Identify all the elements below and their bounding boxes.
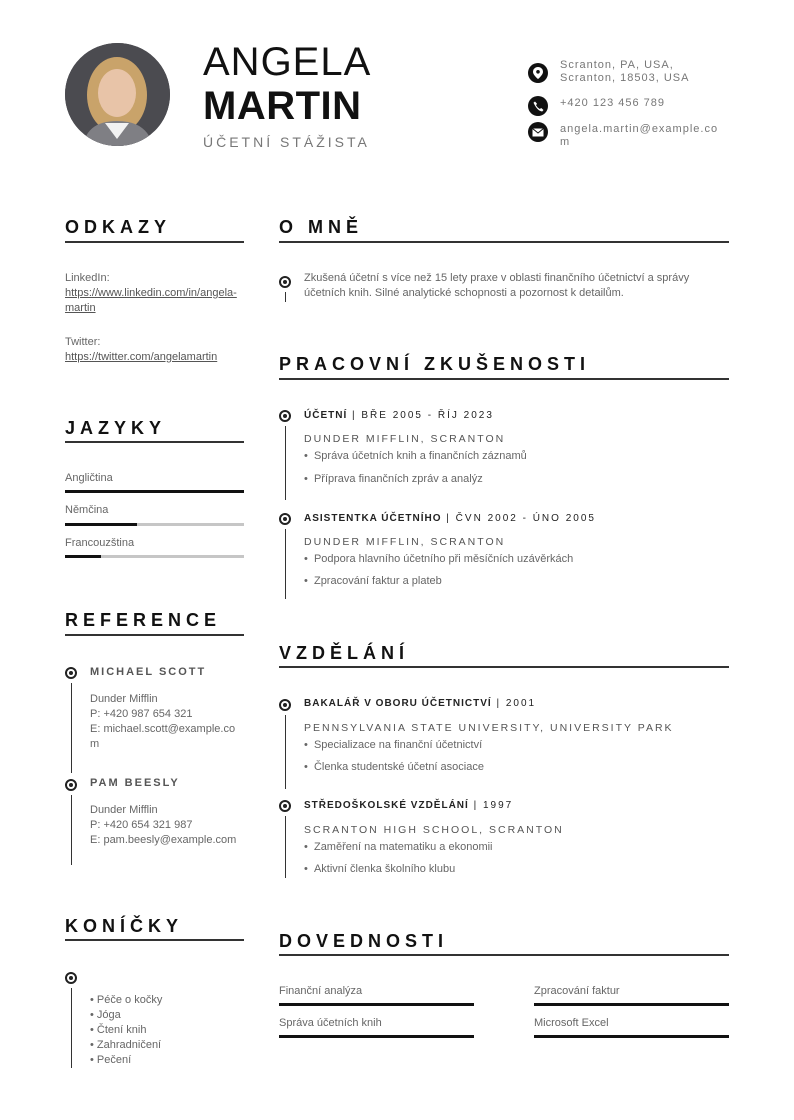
hobbies-rule (65, 939, 244, 941)
email-address: angela.martin@example.com (560, 123, 719, 148)
school-name: PENNSYLVANIA STATE UNIVERSITY, UNIVERSITY PARK (304, 722, 674, 734)
timeline-dot (279, 410, 291, 422)
experience-title: PRACOVNÍ ZKUŠENOSTI (279, 354, 591, 374)
language-name: Francouzština (65, 537, 135, 549)
hobby-item: • Čtení knih (90, 1024, 147, 1036)
reference-details (90, 692, 240, 752)
reference-company: Dunder Mifflin (90, 693, 158, 705)
job-role: ASISTENTKA ÚČETNÍHO (304, 513, 442, 524)
timeline-dot (65, 972, 77, 984)
about-title: O MNĚ (279, 217, 364, 237)
references-title: REFERENCE (65, 610, 222, 630)
envelope-icon (528, 122, 548, 142)
reference-details (90, 803, 240, 848)
education-bullet: • Členka studentské účetní asociace (304, 761, 484, 773)
experience-rule (279, 378, 729, 380)
portrait-photo (65, 43, 170, 146)
reference-company: Dunder Mifflin (90, 804, 158, 816)
job-role: ÚČETNÍ (304, 410, 348, 421)
skill-name: Microsoft Excel (534, 1017, 609, 1029)
bullet-text: Podpora hlavního účetního při měsíčních uzávěrkách (313, 553, 574, 565)
timeline-dot (65, 779, 77, 791)
languages-title: JAZYKY (65, 418, 167, 438)
hobbies-title: KONÍČKY (65, 916, 184, 936)
job-company: DUNDER MIFFLIN, SCRANTON (304, 536, 506, 548)
education-heading (304, 800, 513, 811)
education-year: | 1997 (468, 800, 514, 811)
reference-name: MICHAEL SCOTT (90, 666, 207, 678)
phone-icon (528, 96, 548, 116)
education-bullet: • Aktivní členka školního klubu (304, 863, 456, 875)
twitter-link[interactable]: https://twitter.com/angelamartin (65, 351, 218, 363)
timeline-line (285, 426, 286, 500)
skill-level-bar (279, 1035, 474, 1038)
job-bullet: • Příprava finančních zpráv a analýz (304, 473, 483, 485)
reference-phone: P: +420 654 321 987 (90, 819, 193, 831)
last-name: MARTIN (203, 84, 362, 128)
bullet-text: Správa účetních knih a finančních záznamů (313, 450, 527, 462)
about-rule (279, 241, 729, 243)
job-dates: | BŘE 2005 - ŘÍJ 2023 (347, 410, 494, 421)
job-bullet: • Podpora hlavního účetního při měsíčních uzávěrkách (304, 553, 574, 565)
job-heading (304, 513, 596, 524)
language-name: Němčina (65, 504, 109, 516)
skill-name: Zpracování faktur (534, 985, 620, 997)
bullet-text: Specializace na finanční účetnictví (313, 739, 483, 751)
education-bullet: • Specializace na finanční účetnictví (304, 739, 483, 751)
timeline-dot (279, 513, 291, 525)
links-rule (65, 241, 244, 243)
education-heading (304, 698, 536, 709)
timeline-dot (279, 800, 291, 812)
school-name: SCRANTON HIGH SCHOOL, SCRANTON (304, 824, 564, 836)
hobby-item: • Zahradničení (90, 1039, 162, 1051)
language-name: Angličtina (65, 472, 113, 484)
language-level-fill (65, 490, 244, 493)
education-year: | 2001 (491, 698, 537, 709)
skills-title: DOVEDNOSTI (279, 931, 449, 951)
phone-number: +420 123 456 789 (560, 97, 666, 109)
job-title: ÚČETNÍ STÁŽISTA (203, 134, 370, 150)
reference-name: PAM BEESLY (90, 777, 180, 789)
job-bullet: • Zpracování faktur a plateb (304, 575, 442, 587)
hobbies-list (90, 993, 240, 1068)
timeline-dot (65, 667, 77, 679)
timeline-dot (279, 276, 291, 288)
skill-level-bar (534, 1035, 729, 1038)
timeline-line (285, 292, 286, 302)
link-item-twitter (65, 335, 244, 365)
about-text: Zkušená účetní s více než 15 lety praxe v oblasti finančního účetnictví a správy účetních knih. Silné analytické schopnosti a pozornost k detailům. (304, 272, 690, 299)
reference-phone: P: +420 987 654 321 (90, 708, 193, 720)
language-level-fill (65, 523, 137, 526)
timeline-line (285, 715, 286, 789)
linkedin-link[interactable]: https://www.linkedin.com/in/angela-martin (65, 287, 237, 314)
timeline-line (71, 683, 72, 773)
language-level-bar (65, 490, 244, 493)
address-line2: Scranton, 18503, USA (560, 72, 690, 84)
education-rule (279, 666, 729, 668)
hobby-item: • Jóga (90, 1009, 121, 1021)
skill-name: Správa účetních knih (279, 1017, 382, 1029)
job-company: DUNDER MIFFLIN, SCRANTON (304, 433, 506, 445)
languages-rule (65, 441, 244, 443)
skill-name: Finanční analýza (279, 985, 363, 997)
address-line1: Scranton, PA, USA, (560, 59, 674, 71)
hobby-item: • Péče o kočky (90, 994, 163, 1006)
timeline-line (285, 816, 286, 878)
reference-email: E: pam.beesly@example.com (90, 834, 237, 846)
first-name: ANGELA (203, 40, 372, 84)
link-label: Twitter: (65, 336, 101, 348)
language-level-bar (65, 523, 244, 526)
location-pin-icon (528, 63, 548, 83)
language-level-fill (65, 555, 101, 558)
references-rule (65, 634, 244, 636)
degree: STŘEDOŠKOLSKÉ VZDĚLÁNÍ (304, 800, 469, 811)
bullet-text: Příprava finančních zpráv a analýz (313, 473, 483, 485)
bullet-text: Aktivní členka školního klubu (313, 863, 456, 875)
bullet-text: Zpracování faktur a plateb (313, 575, 442, 587)
links-title: ODKAZY (65, 217, 171, 237)
skill-level-bar (279, 1003, 474, 1006)
timeline-dot (279, 699, 291, 711)
bullet-text: Členka studentské účetní asociace (313, 761, 484, 773)
language-level-bar (65, 555, 244, 558)
skill-level-bar (534, 1003, 729, 1006)
education-title: VZDĚLÁNÍ (279, 643, 409, 663)
job-bullet: • Správa účetních knih a finančních záznamů (304, 450, 527, 462)
hobby-item: • Pečení (90, 1054, 132, 1066)
avatar (65, 43, 170, 146)
timeline-line (285, 529, 286, 599)
skills-rule (279, 954, 729, 956)
timeline-line (71, 795, 72, 865)
link-item-linkedin (65, 271, 244, 316)
reference-email: E: michael.scott@example.com (90, 723, 236, 750)
job-heading (304, 410, 494, 421)
job-dates: | ČVN 2002 - ÚNO 2005 (441, 513, 596, 524)
timeline-line (71, 988, 72, 1068)
education-bullet: • Zaměření na matematiku a ekonomii (304, 841, 493, 853)
degree: BAKALÁŘ V OBORU ÚČETNICTVÍ (304, 698, 492, 709)
link-label: LinkedIn: (65, 272, 110, 284)
bullet-text: Zaměření na matematiku a ekonomii (313, 841, 493, 853)
